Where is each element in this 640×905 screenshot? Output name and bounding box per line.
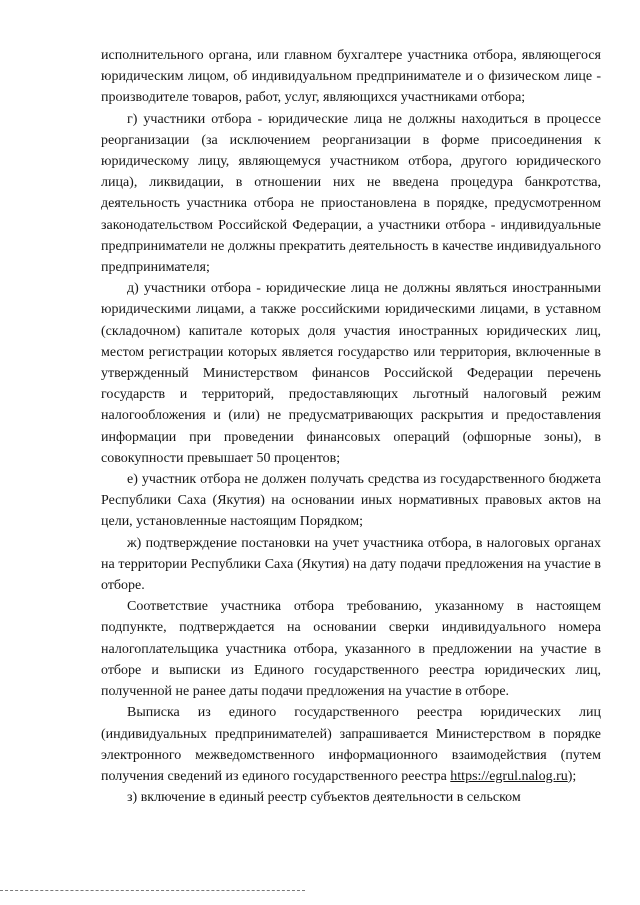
paragraph-extract-end: ); xyxy=(567,768,577,784)
paragraph-item-g: г) участники отбора - юридические лица не должны находиться в процессе реорганизации (за исключением реорганизации в форме присоединения к юридическому лицу, являющемуся участником отбора, другого юридического лица), ликвидации, в отношении них не введена процедура банкротства, деятельность участника отбора не приостановлена в порядке, предусмотренном законодательством Российской Федерации, а участники отбора - индивидуальные предприниматели не должны прекратить деятельность в качестве индивидуального предпринимателя; xyxy=(101,111,601,276)
paragraph-extract xyxy=(101,702,601,787)
paragraph-extract-text: Выписка из единого государственного реестра юридических лиц (индивидуальных предпринимателей) запрашивается Министерством в порядке электронного межведомственного информационного взаимодействия (путем получения сведений из единого государственного реестра xyxy=(101,705,601,784)
paragraph-continuation: исполнительного органа, или главном бухгалтере участника отбора, являющегося юридическим лицом, об индивидуальном предпринимателе и о физическом лице - производителе товаров, работ, услуг, являющихся участниками отбора; xyxy=(101,48,601,106)
page-bottom-rule xyxy=(0,890,305,891)
paragraph-item-zh: ж) подтверждение постановки на учет участника отбора, в налоговых органах на территории Республики Саха (Якутия) на дату подачи предложения на участие в отборе. xyxy=(101,535,601,594)
egrul-link[interactable]: https://egrul.nalog.ru xyxy=(450,768,568,784)
paragraph-compliance: Соответствие участника отбора требованию, указанному в настоящем подпункте, подтверждается на основании сверки индивидуального номера налогоплательщика участника отбора, указанного в предложении на участие в отборе и выписки из Единого государственного реестра юридических лиц, полученной не ранее даты подачи предложения на участие в отборе. xyxy=(101,599,601,700)
document-body xyxy=(101,45,601,808)
paragraph-item-d: д) участники отбора - юридические лица не должны являться иностранными юридическими лицами, а также российскими юридическими лицами, в уставном (складочном) капитале которых доля участия иностранных юридических лиц, местом регистрации которых является государство или территория, включенные в утвержденный Министерством финансов Российской Федерации перечень государств и территорий, предоставляющих льготный налоговый режим налогообложения и (или) не предусматривающих раскрытия и предоставления информации при проведении финансовых операций (офшорные зоны), в совокупности превышает 50 процентов; xyxy=(101,281,601,466)
paragraph-item-e: е) участник отбора не должен получать средства из государственного бюджета Республики Саха (Якутия) на основании иных нормативных правовых актов на цели, установленные настоящим Порядком; xyxy=(101,472,601,530)
paragraph-item-z: з) включение в единый реестр субъектов деятельности в сельском xyxy=(127,790,521,806)
